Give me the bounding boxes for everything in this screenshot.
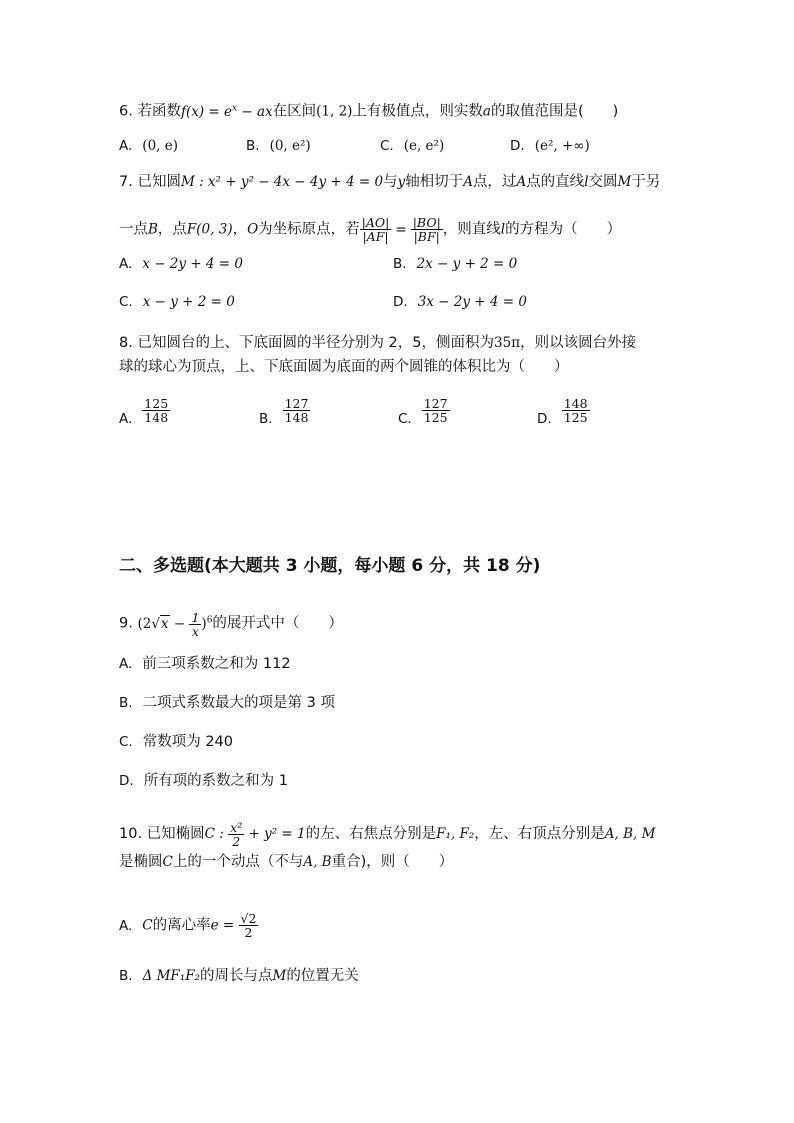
q7-circle-equation: M : x² + y² − 4x − 4y + 4 = 0 [180,174,384,190]
q7-option-b[interactable]: B. 2x − y + 2 = 0 [393,256,518,272]
q6-option-b[interactable]: B. (0, e²) [246,138,311,154]
question-9: 9. (2√x − $\frac{1}{x}$ )$^6$的展开式中（ ） [119,609,343,639]
question-6 [119,98,618,122]
q8-option-a[interactable]: A. $\frac{125}{148}$ [119,396,169,427]
q7-option-c[interactable]: C. x − y + 2 = 0 [119,294,235,310]
q6-interval: (1, 2) [316,103,353,120]
q6-text-pre: 若函数 [137,103,181,120]
question-10-line-2: 是椭圆C上的一个动点（不与A, B重合)，则（ ） [119,854,454,870]
q7-point-f: F(0, 3) [186,221,233,238]
q9-option-a[interactable]: A. 前三项系数之和为 112 [119,656,291,672]
q7-option-a[interactable]: A. x − 2y + 4 = 0 [119,256,243,272]
q9-option-d[interactable]: D. 所有项的系数之和为 1 [119,773,289,789]
question-10-line-1: 10. 已知椭圆C : $\frac{\text{x²}}{2}$ + y² = 1的左、右焦点分别是F₁, F₂，左、右顶点分别是A, B, M [119,820,656,849]
q10-option-a[interactable]: A. C的离心率e = $\frac{√2}{2}$ [119,911,257,940]
q6-option-a[interactable]: A. (0, e) [119,138,178,154]
question-7-line-1: 7. 已知圆M : x² + y² − 4x − 4y + 4 = 0与y轴相切于A点，过A点的直线l交圆M于另 [119,174,661,190]
q6-number: 6. [119,103,133,120]
q9-expression: (2√x − $\frac{1}{x}$ )$^6$ [137,609,213,639]
q7-fraction-ao-af: $\frac{|AO|}{|AF|}$ [361,215,390,244]
q6-function: $f(x) = e^x$ − ax [180,103,273,120]
question-7-line-2: 一点B，点F(0, 3)，O为坐标原点，若 $\frac{|AO|}{|AF|}$ = $\frac{|BO|}{|BF|}$ ，则直线l的方程为（ ） [119,215,622,244]
q7-fraction-bo-bf: $\frac{|BO|}{|BF|}$ [412,215,441,244]
q9-option-c[interactable]: C. 常数项为 240 [119,734,234,750]
section-2-heading: 二、多选题(本大题共 3 小题，每小题 6 分，共 18 分) [119,556,541,576]
q6-text-end: 的取值范围是( ) [490,103,619,120]
question-8-line-1: 8. 已知圆台的上、下底面圆的半径分别为 2，5，侧面积为35π，则以该圆台外接 [119,335,637,351]
q8-option-d[interactable]: D. $\frac{148}{125}$ [537,396,588,427]
q6-option-d[interactable]: D. (e², +∞) [510,138,590,154]
q7-option-d[interactable]: D. 3x − 2y + 4 = 0 [393,294,527,310]
q6-text-mid: 在区间 [272,103,317,120]
q8-option-c[interactable]: C. $\frac{127}{125}$ [398,396,448,427]
q10-ellipse-equation: C : $\frac{\text{x²}}{2}$ + y² = 1 [204,820,306,849]
q8-option-b[interactable]: B. $\frac{127}{148}$ [259,396,309,427]
q6-text-post: 上有极值点，则实数 [352,103,483,120]
q6-option-c[interactable]: C. (e, e²) [380,138,445,154]
question-8-line-2: 球的球心为顶点，上、下底面圆为底面的两个圆锥的体积比为（ ） [119,359,569,375]
q6-variable: a [482,103,491,120]
q9-option-b[interactable]: B. 二项式系数最大的项是第 3 项 [119,695,336,711]
q10-option-b[interactable]: B. Δ MF₁F₂的周长与点M的位置无关 [119,968,359,984]
